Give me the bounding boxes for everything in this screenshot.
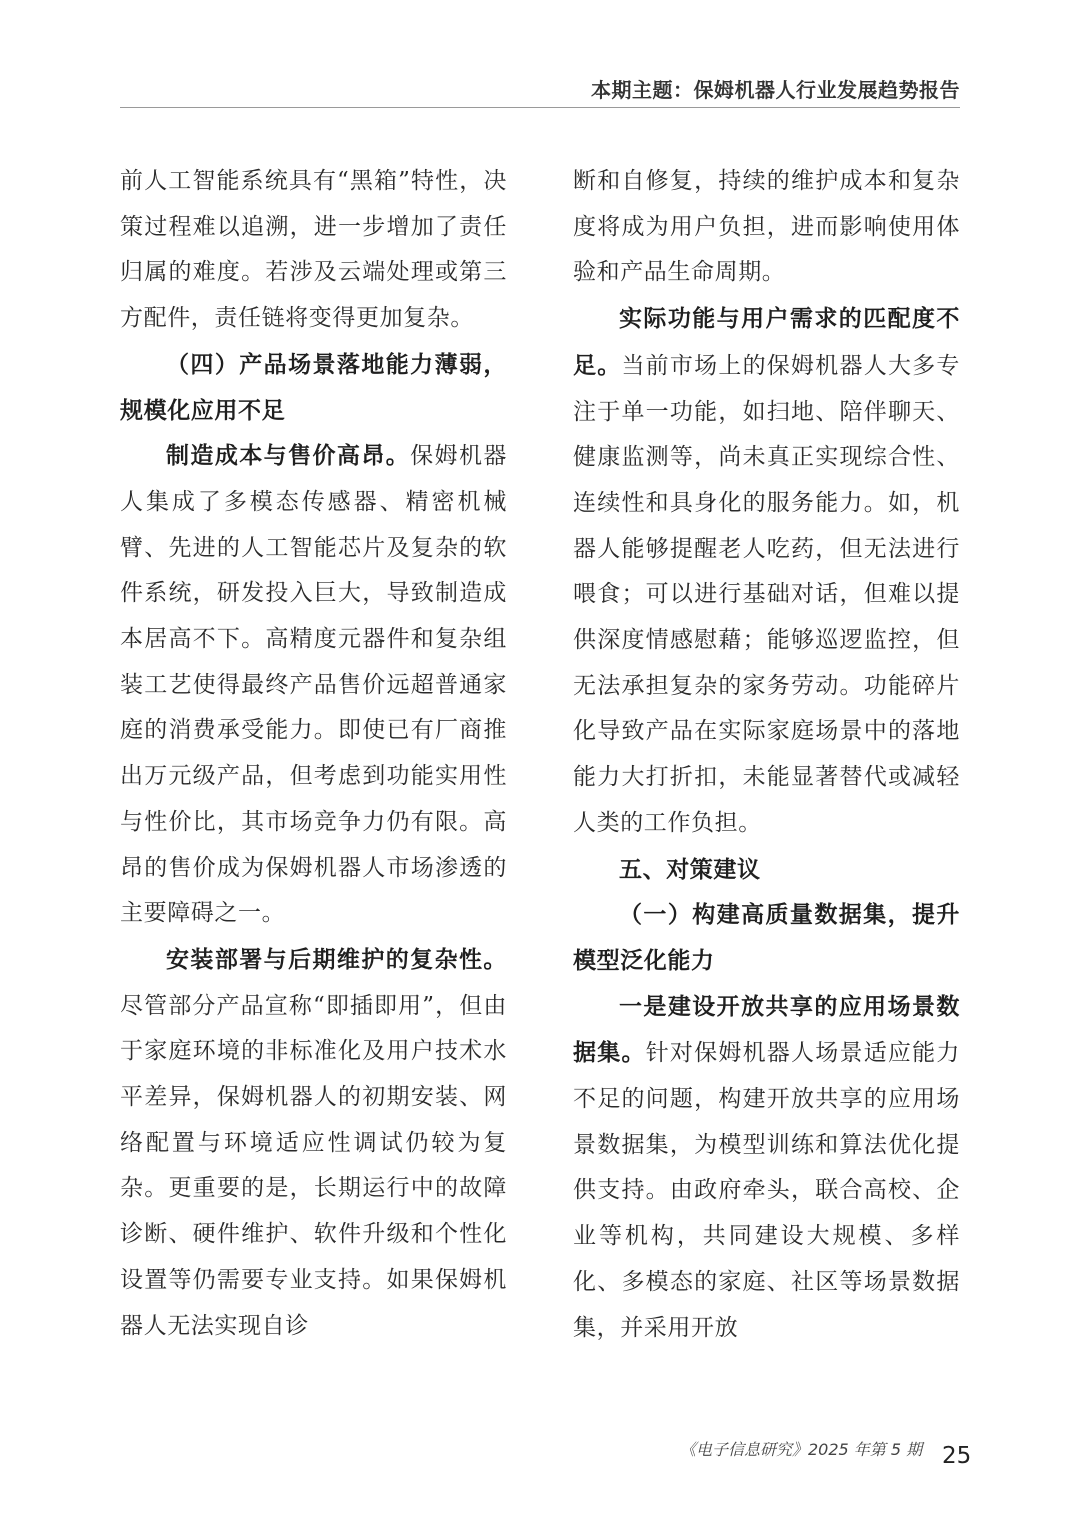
paragraph-manufacturing-cost — [120, 433, 507, 937]
running-header: 本期主题：保姆机器人行业发展趋势报告 — [591, 78, 960, 102]
paragraph-body: 尽管部分产品宣称“即插即用”，但由于家庭环境的非标准化及用户技术水平差异，保姆机器人的初期安装、网络配置与环境适应性调试仍较为复杂。更重要的是，长期运行中的故障诊断、硬件维护、软件升级和个性化设置等仍需要专业支持。如果保姆机器人无法实现自诊 — [120, 992, 507, 1339]
paragraph-body: 当前市场上的保姆机器人大多专注于单一功能，如扫地、陪伴聊天、健康监测等，尚未真正实现综合性、连续性和具身化的服务能力。如，机器人能够提醒老人吃药，但无法进行喂食；可以进行基础对话，但难以提供深度情感慰藉；能够巡逻监控，但无法承担复杂的家务劳动。功能碎片化导致产品在实际家庭场景中的落地能力大打折扣，未能显著替代或减轻人类的工作负担。 — [573, 352, 960, 836]
right-column — [573, 159, 960, 1351]
paragraph-function-mismatch — [573, 296, 960, 846]
section-heading-5: 五、对策建议 — [619, 855, 761, 883]
header-divider — [120, 107, 960, 108]
left-column — [120, 159, 507, 1349]
paragraph-lead: 一是建设开放共享的应用场景数据集。 — [573, 992, 960, 1067]
paragraph-continued: 断和自修复，持续的维护成本和复杂度将成为用户负担，进而影响使用体验和产品生命周期。 — [573, 168, 960, 286]
paragraph-deployment-maintenance — [120, 937, 507, 1349]
page-number: 25 — [942, 1443, 972, 1469]
subsection-heading-1: （一）构建高质量数据集，提升模型泛化能力 — [573, 901, 960, 974]
paragraph-body: 保姆机器人集成了多模态传感器、精密机械臂、先进的人工智能芯片及复杂的软件系统，研发投入巨大，导致制造成本居高不下。高精度元器件和复杂组装工艺使得最终产品售价远超普通家庭的消费承受能力。即使已有厂商推出万元级产品，但考虑到功能实用性与性价比，其市场竞争力仍有限。高昂的售价成为保姆机器人市场渗透的主要障碍之一。 — [120, 443, 508, 927]
paragraph-lead: 安装部署与后期维护的复杂性。 — [166, 945, 507, 973]
section-heading-4: （四）产品场景落地能力薄弱，规模化应用不足 — [120, 350, 507, 424]
paragraph-continued: 前人工智能系统具有“黑箱”特性，决策过程难以追溯，进一步增加了责任归属的难度。若涉及云端处理或第三方配件，责任链将变得更加复杂。 — [120, 168, 507, 332]
paragraph-open-dataset — [573, 984, 960, 1352]
paragraph-lead: 实际功能与用户需求的匹配度不足。 — [573, 305, 960, 379]
paragraph-body: 针对保姆机器人场景适应能力不足的问题，构建开放共享的应用场景数据集，为模型训练和算法优化提供支持。由政府牵头，联合高校、企业等机构，共同建设大规模、多样化、多模态的家庭、社区等场景数据集，并采用开放 — [573, 1040, 960, 1341]
journal-footer: 《电子信息研究》2025 年第 5 期 — [680, 1440, 923, 1459]
paragraph-lead: 制造成本与售价高昂。 — [166, 442, 411, 470]
